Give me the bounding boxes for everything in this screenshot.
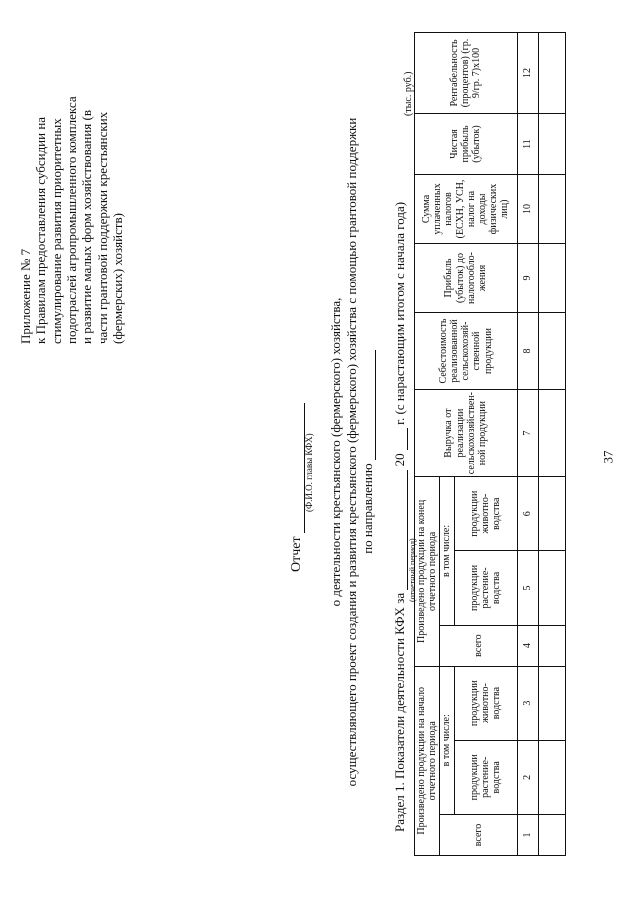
- period-blank-line: [395, 470, 408, 590]
- year-blank-line: [395, 428, 408, 450]
- appendix-line: к Правилам предоставления субсидии на: [33, 116, 49, 344]
- header-profit-before-tax: Прибыль (убыток) до налогообло-жения: [415, 244, 518, 313]
- header-taxes: Сумма уплаченных налогов (ЕСХН, УСН, налог на доходы физических лиц): [415, 175, 518, 244]
- table-cell[interactable]: [538, 666, 565, 740]
- table-cell[interactable]: [538, 313, 565, 390]
- year-prefix: 20: [392, 453, 407, 467]
- appendix-line: стимулирование развития приоритетных: [48, 118, 64, 344]
- period-caption: (отчетный период): [408, 538, 417, 602]
- report-description-line1: о деятельности крестьянского (фермерского) хозяйства,: [328, 297, 343, 607]
- column-number: 9: [517, 244, 538, 313]
- appendix-line: части грантовой поддержки крестьянских: [94, 111, 110, 344]
- report-title: Отчет: [289, 536, 304, 572]
- header-livestock-end: продукции животно-водства: [454, 477, 517, 551]
- column-number: 2: [517, 740, 538, 814]
- direction-blank-line: [363, 350, 376, 460]
- header-including-end: в том числе:: [440, 477, 454, 625]
- column-number: 4: [517, 625, 538, 666]
- table-cell[interactable]: [538, 477, 565, 551]
- page-number: 37: [600, 450, 616, 464]
- fio-blank-line: [290, 403, 305, 533]
- header-net-profit: Чистая прибыль (убыток): [415, 114, 518, 175]
- unit-label: (тыс. руб.): [403, 71, 414, 116]
- section-heading: [392, 72, 408, 832]
- appendix-header: [18, 44, 125, 344]
- column-numbers-row: [517, 33, 538, 856]
- column-number: 3: [517, 666, 538, 740]
- column-number: 1: [517, 815, 538, 856]
- appendix-line: подотраслей агропромышленного комплекса: [63, 96, 79, 344]
- table-cell[interactable]: [538, 740, 565, 814]
- table-cell[interactable]: [538, 33, 565, 114]
- report-title-row: [288, 403, 305, 572]
- header-crop-start: продукции растение-водства: [454, 740, 517, 814]
- table-cell[interactable]: [538, 815, 565, 856]
- header-end-period: Произведено продукции на конец отчетного периода: [415, 477, 440, 666]
- header-start-period: Произведено продукции на начало отчетного периода: [415, 666, 440, 855]
- table-cell[interactable]: [538, 114, 565, 175]
- direction-label: по направлению: [360, 463, 375, 554]
- appendix-line: (фермерских) хозяйств): [109, 213, 125, 344]
- column-number: 12: [517, 33, 538, 114]
- column-number: 5: [517, 551, 538, 625]
- table-cell[interactable]: [538, 625, 565, 666]
- report-description-line3: [360, 32, 376, 872]
- rotated-document-sheet: [10, 32, 590, 872]
- header-including-start: в том числе:: [440, 666, 454, 814]
- section-label: Раздел 1. Показатели деятельности КФХ за: [392, 592, 407, 832]
- year-suffix: г. (с нарастающим итогом с начала года): [392, 201, 407, 425]
- column-number: 8: [517, 313, 538, 390]
- header-cost: Себестоимость реализованной сельскохозяй-ственной продукции: [415, 313, 518, 390]
- column-number: 6: [517, 477, 538, 551]
- column-number: 10: [517, 175, 538, 244]
- table-cell[interactable]: [538, 244, 565, 313]
- indicators-table: [414, 32, 566, 856]
- header-profitability: Рентабельность (процентов) (гр. 9/гр. 7)х100: [415, 33, 518, 114]
- table-row: [538, 33, 565, 856]
- fio-caption: (Ф.И.О. главы КФХ): [304, 433, 314, 512]
- column-number: 11: [517, 114, 538, 175]
- appendix-line: Приложение № 7: [18, 248, 33, 344]
- report-description-line2: осуществляющего проект создания и развития крестьянского (фермерского) хозяйства с помощью грантовой поддержки: [344, 117, 359, 787]
- table-cell[interactable]: [538, 551, 565, 625]
- header-crop-end: продукции растение-водства: [454, 551, 517, 625]
- table-cell[interactable]: [538, 390, 565, 477]
- header-livestock-start: продукции животно-водства: [454, 666, 517, 740]
- table-cell[interactable]: [538, 175, 565, 244]
- header-total-start: всего: [440, 815, 517, 856]
- header-revenue: Выручка от реализации сельскохозяйствен-ной продукции: [415, 390, 518, 477]
- appendix-line: и развитие малых форм хозяйствования (в: [79, 110, 95, 344]
- column-number: 7: [517, 390, 538, 477]
- header-total-end: всего: [440, 625, 517, 666]
